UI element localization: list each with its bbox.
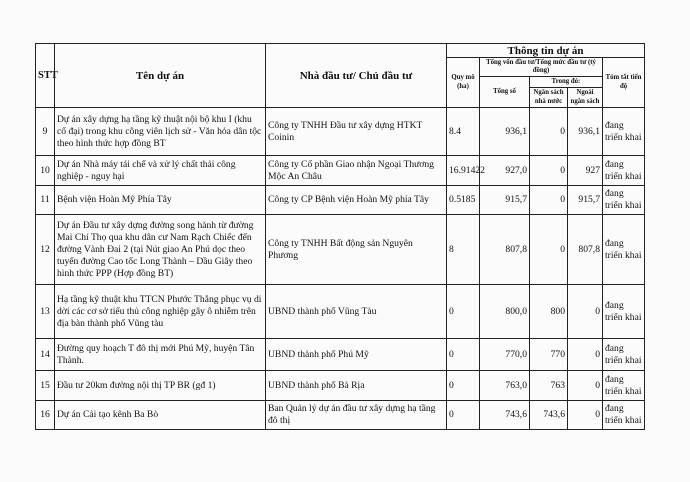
row-non-budget: 0 bbox=[568, 285, 603, 339]
header-of-which: Trong đó: bbox=[530, 77, 603, 88]
row-progress: đang triển khai bbox=[603, 401, 645, 430]
row-total: 936,1 bbox=[480, 108, 530, 156]
row-non-budget: 0 bbox=[568, 371, 603, 401]
row-project-name: Dự án Nhà máy tái chế và xử lý chất thải công nghiệp - nguy hại bbox=[55, 156, 266, 186]
row-stt: 14 bbox=[36, 339, 55, 371]
row-total: 807,8 bbox=[480, 215, 530, 285]
row-investor: Công ty Cổ phần Giao nhận Ngoại Thương Mộc An Châu bbox=[266, 156, 447, 186]
row-investor: UBND thành phố Vũng Tàu bbox=[266, 285, 447, 339]
row-total: 770,0 bbox=[480, 339, 530, 371]
row-total: 915,7 bbox=[480, 186, 530, 215]
table-row bbox=[36, 156, 645, 186]
header-total: Tổng số bbox=[480, 77, 530, 108]
row-scale: 8.4 bbox=[447, 108, 480, 156]
row-stt: 15 bbox=[36, 371, 55, 401]
table-row bbox=[36, 215, 645, 285]
row-scale: 0.5185 bbox=[447, 186, 480, 215]
row-project-name: Dự án Đầu tư xây dựng đường song hành từ đường Mai Chí Thọ qua khu dân cư Nam Rạch Chiếc đến đường Vành Đai 2 (tại Nút giao An Phú dọc theo tuyến đường Cao tốc Long Thành – Dầu Giây theo hình thức PPP (Hợp đồng BT) bbox=[55, 215, 266, 285]
row-non-budget: 936,1 bbox=[568, 108, 603, 156]
row-progress: đang triển khai bbox=[603, 285, 645, 339]
row-scale: 16.91422 bbox=[447, 156, 480, 186]
row-non-budget: 927 bbox=[568, 156, 603, 186]
row-progress: đang triển khai bbox=[603, 371, 645, 401]
row-total: 927,0 bbox=[480, 156, 530, 186]
header-project-name: Tên dự án bbox=[55, 44, 266, 108]
row-state-budget: 770 bbox=[530, 339, 568, 371]
row-investor: UBND thành phố Bà Rịa bbox=[266, 371, 447, 401]
row-investor: Công ty TNHH Bất động sản Nguyên Phương bbox=[266, 215, 447, 285]
row-project-name: Bệnh viện Hoàn Mỹ Phía Tây bbox=[55, 186, 266, 215]
header-scale: Quy mô (ha) bbox=[447, 58, 480, 108]
row-stt: 11 bbox=[36, 186, 55, 215]
row-state-budget: 743,6 bbox=[530, 401, 568, 430]
row-state-budget: 0 bbox=[530, 215, 568, 285]
table-row bbox=[36, 285, 645, 339]
row-state-budget: 763 bbox=[530, 371, 568, 401]
row-total: 743,6 bbox=[480, 401, 530, 430]
row-state-budget: 0 bbox=[530, 186, 568, 215]
table-row bbox=[36, 186, 645, 215]
row-progress: đang triển khai bbox=[603, 186, 645, 215]
row-investor: UBND thành phố Phú Mỹ bbox=[266, 339, 447, 371]
row-non-budget: 915,7 bbox=[568, 186, 603, 215]
row-state-budget: 0 bbox=[530, 156, 568, 186]
row-total: 763,0 bbox=[480, 371, 530, 401]
row-scale: 0 bbox=[447, 401, 480, 430]
header-summary: Tóm tắt tiến độ bbox=[603, 58, 645, 108]
row-total: 800,0 bbox=[480, 285, 530, 339]
header-investor: Nhà đầu tư/ Chủ đầu tư bbox=[266, 44, 447, 108]
row-investor: Công ty CP Bệnh viện Hoàn Mỹ phía Tây bbox=[266, 186, 447, 215]
row-progress: đang triển khai bbox=[603, 215, 645, 285]
row-progress: đang triển khai bbox=[603, 339, 645, 371]
row-project-name: Hạ tầng kỹ thuật khu TTCN Phước Thắng phục vụ di dời các cơ sở tiểu thủ công nghiệp gây ô nhiễm trên địa bàn thành phố Vũng tàu bbox=[55, 285, 266, 339]
row-stt: 13 bbox=[36, 285, 55, 339]
header-non-budget: Ngoài ngân sách bbox=[568, 88, 603, 108]
row-stt: 9 bbox=[36, 108, 55, 156]
row-project-name: Đầu tư 20km đường nội thị TP BR (gđ 1) bbox=[55, 371, 266, 401]
row-project-name: Đường quy hoạch T đô thị mới Phú Mỹ, huyện Tân Thành. bbox=[55, 339, 266, 371]
row-state-budget: 0 bbox=[530, 108, 568, 156]
header-info-group: Thông tin dự án bbox=[447, 44, 645, 58]
row-stt: 10 bbox=[36, 156, 55, 186]
row-investor: Ban Quản lý dự án đầu tư xây dựng hạ tầng đô thị bbox=[266, 401, 447, 430]
table-row bbox=[36, 339, 645, 371]
row-scale: 8 bbox=[447, 215, 480, 285]
header-stt: STT bbox=[36, 44, 55, 108]
row-project-name: Dự án Cải tạo kênh Ba Bò bbox=[55, 401, 266, 430]
row-non-budget: 0 bbox=[568, 339, 603, 371]
row-scale: 0 bbox=[447, 371, 480, 401]
project-table bbox=[35, 43, 645, 430]
header-state-budget: Ngân sách nhà nước bbox=[530, 88, 568, 108]
row-investor: Công ty TNHH Đầu tư xây dựng HTKT Coinin bbox=[266, 108, 447, 156]
row-project-name: Dự án xây dựng hạ tầng kỹ thuật nội bộ khu I (khu cổ đại) trong khu công viên lịch sử - Văn hóa dân tộc theo hình thức hợp đồng BT bbox=[55, 108, 266, 156]
header-capital-group: Tổng vốn đầu tư/Tổng mức đầu tư (tỷ đồng) bbox=[480, 58, 603, 77]
table-row bbox=[36, 401, 645, 430]
row-stt: 16 bbox=[36, 401, 55, 430]
row-progress: đang triển khai bbox=[603, 156, 645, 186]
table-row bbox=[36, 371, 645, 401]
table-row bbox=[36, 108, 645, 156]
row-scale: 0 bbox=[447, 285, 480, 339]
row-progress: đang triển khai bbox=[603, 108, 645, 156]
row-state-budget: 800 bbox=[530, 285, 568, 339]
row-non-budget: 807,8 bbox=[568, 215, 603, 285]
row-stt: 12 bbox=[36, 215, 55, 285]
row-scale: 0 bbox=[447, 339, 480, 371]
row-non-budget: 0 bbox=[568, 401, 603, 430]
